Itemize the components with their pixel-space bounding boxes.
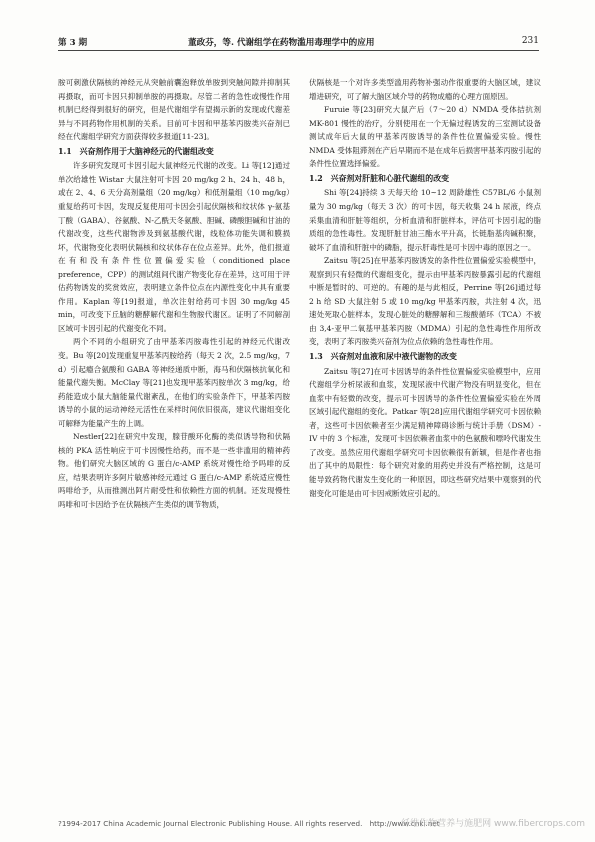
watermark: 纤维作物营养与施肥网 www.fibercrops.com — [401, 819, 585, 829]
page-footer — [58, 819, 585, 829]
page-number: 231 — [521, 36, 539, 46]
paragraph: 许多研究发现可卡因引起大鼠神经元代谢的改变。Li 等[12]通过单次给雄性 Wistar 大鼠注射可卡因 20 mg/kg 2 h、24 h、48 h，或在 2、4、6 天分高剂量组（20 mg/kg）和低剂量组（10 mg/kg）重复给药可卡因，发现反复使用可卡因会引起伏隔核和纹状体 γ-氨基丁酸（GABA）、谷氨酸、N-乙酰天冬氨酸、胆碱、磷酸胆碱和甘油的代谢改变，这些代谢物涉及到氨基酸代谢，线粒体功能失调和膜损坏，代谢物变化表明伏隔核和纹状体存在位点差异。此外，他们报道在有和没有条件性位置偏爱实验（conditioned place preference，CPP）的测试组间代谢产物变化存在差异，这可用于评估药物诱发的奖赏效应，表明建立条件位点在内源性变化中具有重要作用。Kaplan 等[19]报道，单次注射给药可卡因 30 mg/kg 45 min，可改变下丘脑的糖酵解代谢和生物胺代谢区。证明了不同解剖区域可卡因引起的代谢变化不同。 — [58, 161, 290, 333]
paragraph: Furuie 等[23]研究大鼠产后（7～20 d）NMDA 受体拮抗剂 MK-801 慢性的治疗，分别使用在一个无偏过程诱发的三室测试设备测试成年后大鼠的甲基苯丙胺诱导的条件性位置偏爱实验。慢性 NMDA 受体阻滞剂在产后早期而不是在成年后损害甲基苯丙胺引起的条件性位置选择偏爱。 — [309, 105, 541, 169]
paragraph: Nestler[22]在研究中发现，腺苷酸环化酶的类似诱导物和伏隔核的 PKA 活性响应于可卡因慢性给药，而不是一些非滥用的精神药物。他们研究大脑区域的 G 蛋白/c-AMP 系统对慢性给予吗啡的反应，结果表明许多阿片敏感神经元通过 G 蛋白/c-AMP 系统适应慢性吗啡给予，从而推测出阿片耐受性和依赖性方面的机制。还发现慢性吗啡和可卡因给予在伏隔核产生类似的调节物质， — [58, 432, 290, 509]
page-header — [58, 32, 539, 51]
section-heading: 1.3 兴奋剂对血液和尿中液代谢物的改变 — [309, 351, 457, 361]
copyright-line: ?1994-2017 China Academic Journal Electronic Publishing House. All rights reserved. http://www.cnki.net — [58, 819, 440, 828]
right-column — [309, 76, 541, 500]
paragraph: Zaitsu 等[25]在甲基苯丙胺诱发的条件性位置偏爱实验模型中，观察到只有轻微的代谢组变化，提示由甲基苯丙胺暴露引起的代谢组中断是暂时的、可逆的。有趣的是与此相反，Perrine 等[26]通过每 2 h 给 SD 大鼠注射 5 或 10 mg/kg 甲基苯丙胺，共注射 4 次，迅速处死取心脏样本，发现心脏处的糖酵解和三羧酸循环（TCA）不被由 3,4-亚甲二氧基甲基苯丙胺（MDMA）引起的急性毒性作用所改变，表明了苯丙胺类兴奋剂为位点依赖的急性毒性作用。 — [309, 256, 541, 347]
section-heading: 1.2 兴奋剂对肝脏和心脏代谢组的改变 — [309, 173, 449, 183]
left-column — [58, 76, 290, 512]
issue-number: 第 3 期 — [58, 38, 88, 48]
paragraph: 胺可刺激伏隔核的神经元从突触前囊泡释放单胺到突触间隙并抑制其再摄取，而可卡因只抑制单胺的再摄取。尽管二者的急性或慢性作用机制已经得到很好的研究，但是代谢组学有望揭示新的发现或代谢差异与不同药物作用机制的关系。目前可卡因和甲基苯丙胺类兴奋剂已经在代谢组学研究方面获得较多报道[11-23]。 — [58, 78, 290, 142]
paragraph: 两个不同的小组研究了由甲基苯丙胺毒性引起的神经元代谢改变。Bu 等[20]发现重复甲基苯丙胺给药（每天 2 次，2.5 mg/kg，7 d）引起瘾合氨酸和 GABA 等神经递质中断，海马和伏隔核抗氧化和能量代谢失衡。McClay 等[21]也发现甲基苯丙胺单次 3 mg/kg，给药能造成小鼠大脑能量代谢紊乱，在他们的实验条件下，甲基苯丙胺诱导的小鼠的运动神经元活性在采样时间依旧很高，建议代谢组变化可解释为能量产生的上调。 — [58, 337, 290, 428]
paragraph: Zaitsu 等[27]在可卡因诱导的条件性位置偏爱实验模型中，应用代谢组学分析尿液和血浆，发现尿液中代谢产物没有明显变化，但在血浆中有轻微的改变，提示可卡因诱导的条件性位置偏爱实验在外周区域引起代谢组的变化。Patkar 等[28]应用代谢组学研究可卡因依赖者，这些可卡因依赖者至少满足精神障碍诊断与统计手册（DSM）-IV 中的 3 个标准，发现可卡因依赖者血浆中的色氨酸和嘌呤代谢发生了改变。虽然应用代谢组学研究可卡因依赖很有新颖，但是作者也指出了其中的局限性：每个研究对象的用药史并没有严格控制，这是可能导致药物代谢发生变化的一种原因，即这些研究结果中观察到的代谢变化可能是由可卡因戒断效应引起的。 — [309, 366, 541, 498]
running-title: 董政芬，等. 代谢组学在药物滥用毒理学中的应用 — [188, 38, 375, 48]
paragraph: 伏隔核是一个对许多类型滥用药物补强动作很重要的大脑区域，建议增进研究，可了解大脑区域介导的药物成瘾的心理方面原因。 — [309, 78, 541, 101]
paragraph: Shi 等[24]持续 3 天每天给 10~12 周龄雄性 C57BL/6 小鼠剂量为 30 mg/kg（每天 3 次）的可卡因，每天收集 24 h 尿液，终点采集血清和肝脏等组织，分析血清和肝脏样本，评估可卡因引起的脂质组的急性毒性。发现肝脏甘油三酯水平升高，长链脂基肉碱积聚，破坏了血清和肝脏中的磷脂，提示肝毒性是可卡因中毒的原因之一。 — [309, 188, 541, 252]
section-heading: 1.1 兴奋剂作用于大脑神经元的代谢组改变 — [58, 146, 214, 156]
